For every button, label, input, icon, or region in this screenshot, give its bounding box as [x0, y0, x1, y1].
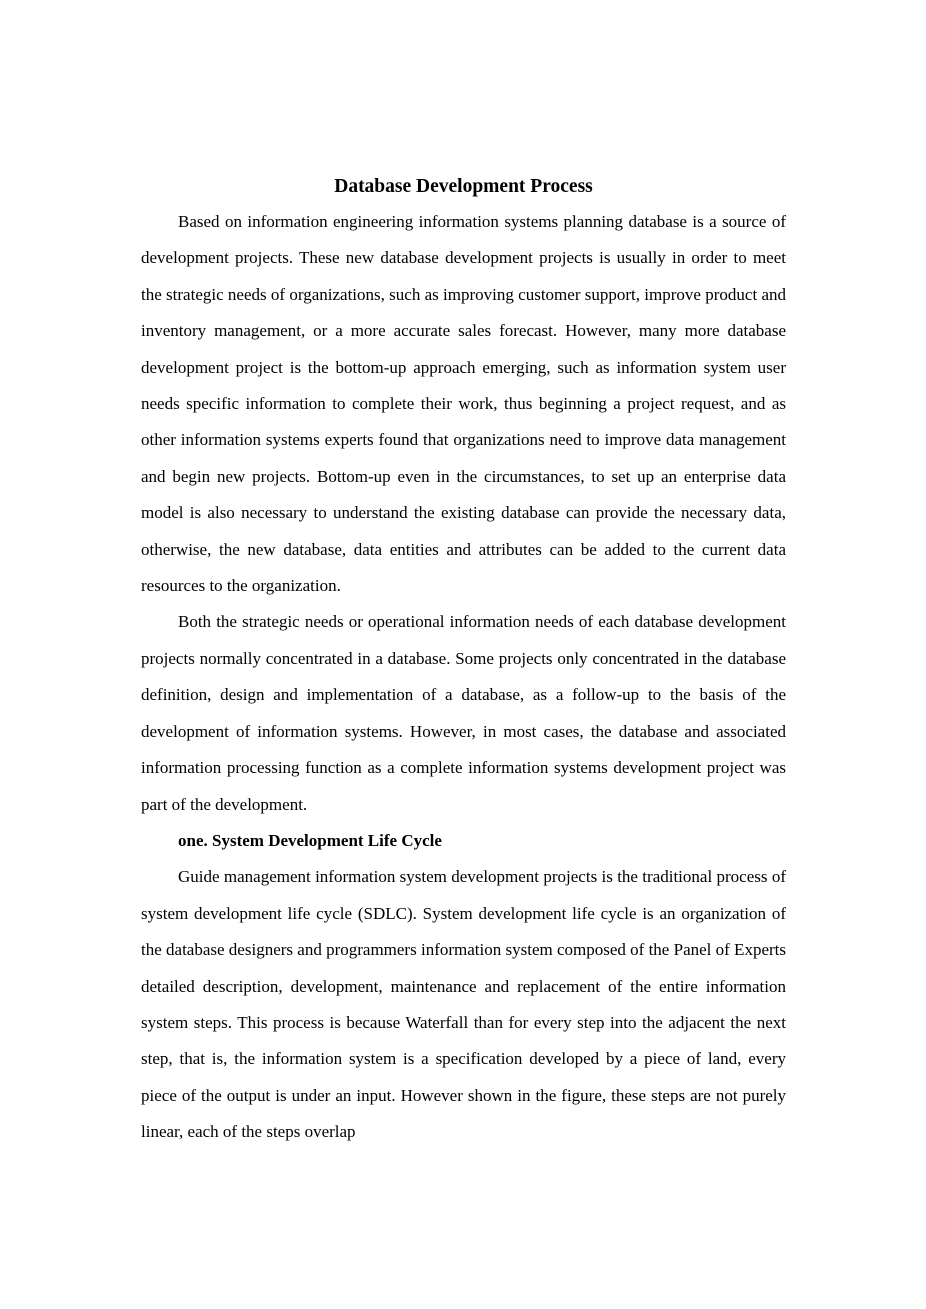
document-page — [141, 170, 786, 1151]
body-paragraph-1: Based on information engineering information systems planning database is a source of development projects. These new database development projects is usually in order to meet the strategic needs of organizations, such as improving customer support, improve product and inventory management, or a more accurate sales forecast. However, many more database development project is the bottom-up approach emerging, such as information system user needs specific information to complete their work, thus beginning a project request, and as other information systems experts found that organizations need to improve data management and begin new projects. Bottom-up even in the circumstances, to set up an enterprise data model is also necessary to understand the existing database can provide the necessary data, otherwise, the new database, data entities and attributes can be added to the current data resources to the organization. — [141, 212, 786, 596]
section-heading: one. System Development Life Cycle — [178, 830, 442, 850]
body-paragraph-2: Both the strategic needs or operational information needs of each database development projects normally concentrated in a database. Some projects only concentrated in the database definition, design and implementation of a database, as a follow-up to the basis of the development of information systems. However, in most cases, the database and associated information processing function as a complete information systems development project was part of the development. — [141, 612, 786, 814]
page-title: Database Development Process — [334, 176, 593, 197]
section-paragraph: Guide management information system development projects is the traditional process of system development life cycle (SDLC). System development life cycle is an organization of the database designers and programmers information system composed of the Panel of Experts detailed description, development, maintenance and replacement of the entire information system steps. This process is because Waterfall than for every step into the adjacent the next step, that is, the information system is a specification developed by a piece of land, every piece of the output is under an input. However shown in the figure, these steps are not purely linear, each of the steps overlap — [141, 867, 786, 1142]
